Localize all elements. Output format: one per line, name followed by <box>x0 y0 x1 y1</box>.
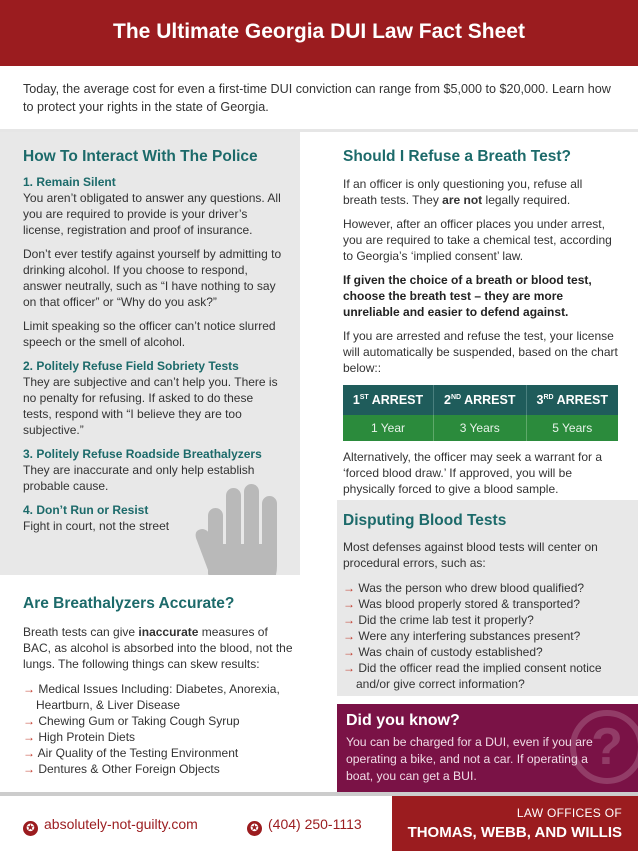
ordinal-number: 3 <box>536 393 544 407</box>
suspension-table <box>343 385 618 441</box>
did-you-know-title: Did you know? <box>346 712 460 729</box>
list-item-text: High Protein Diets <box>38 730 136 744</box>
intro-text: Today, the average cost for even a first-time DUI conviction can range from $5,000 to $20,000. Learn how to protect your rights in the state of Georgia. <box>23 82 611 114</box>
table-header <box>526 385 618 415</box>
text-run: If an officer is only questioning you, refuse all breath tests. They <box>343 177 583 207</box>
list-item <box>343 628 618 644</box>
ordinal-number: 2 <box>443 393 451 407</box>
refuse-text-1 <box>343 176 618 208</box>
arrow-right-icon: → <box>23 746 35 760</box>
list-item <box>23 713 295 729</box>
header-word: ARREST <box>371 393 424 407</box>
table-cell: 5 Years <box>526 415 618 441</box>
table-row <box>343 415 618 441</box>
ordinal-number: 1 <box>352 393 360 407</box>
star-icon: ✪ <box>23 821 38 836</box>
breathalyzer-section <box>23 595 295 777</box>
step-2-text: They are subjective and can’t help you. There is no penalty for refusing. If asked to do these tests, respond with “I believe they are too subjective.” <box>23 375 278 437</box>
ordinal-suffix: ND <box>450 393 462 401</box>
list-item <box>343 596 618 612</box>
refuse-text-4: If you are arrested and refuse the test, your license will automatically be suspended, based on the chart below:: <box>343 329 618 375</box>
firm-banner <box>392 796 638 851</box>
list-item-text: Was blood properly stored & transported? <box>358 597 581 611</box>
list-item <box>343 580 618 596</box>
arrow-right-icon: → <box>343 597 355 611</box>
did-you-know-box <box>337 704 638 792</box>
table-cell: 1 Year <box>343 415 433 441</box>
list-item-text: Was chain of custody established? <box>358 645 543 659</box>
skew-list <box>23 681 295 777</box>
refuse-text-3: If given the choice of a breath or blood test, choose the breath test – they are more unreliable and easier to defend against. <box>343 273 592 319</box>
text-run: legally required. <box>482 193 571 207</box>
police-section <box>0 132 300 575</box>
arrow-right-icon: → <box>23 762 35 776</box>
arrow-right-icon: → <box>23 730 35 744</box>
phone-text: (404) 250-1113 <box>268 816 362 832</box>
ordinal-suffix: ST <box>359 393 369 401</box>
list-item-text: Were any interfering substances present? <box>358 629 581 643</box>
table-header <box>343 385 433 415</box>
firm-label: LAW OFFICES OF <box>516 806 622 820</box>
refuse-text-5: Alternatively, the officer may seek a warrant for a ‘forced blood draw.’ If approved, you will be physically forced to give a blood sample. <box>343 450 603 496</box>
star-icon: ✪ <box>247 821 262 836</box>
refuse-title: Should I Refuse a Breath Test? <box>343 148 571 165</box>
step-4-title: 4. Don’t Run or Resist <box>23 503 149 517</box>
step-1-text-2: Don’t ever testify against yourself by admitting to drinking alcohol. If you choose to respond, answer neutrally, such as “I have nothing to say on that officer” or “Why do you ask?” <box>23 247 282 309</box>
list-item-text: Air Quality of the Testing Environment <box>37 746 239 760</box>
step-3-text: They are inaccurate and only help establish probable cause. <box>23 463 255 493</box>
list-item <box>23 745 295 761</box>
list-item <box>343 660 605 692</box>
step-4-text: Fight in court, not the street <box>23 519 170 533</box>
arrow-right-icon: → <box>343 613 355 627</box>
list-item-text: Was the person who drew blood qualified? <box>358 581 585 595</box>
step-1-title: 1. Remain Silent <box>23 175 116 189</box>
list-item <box>23 761 295 777</box>
list-item <box>343 644 618 660</box>
breathalyzer-text <box>23 624 295 672</box>
header-banner <box>0 0 638 66</box>
list-item-text: Medical Issues Including: Diabetes, Anorexia, Heartburn, & Liver Disease <box>36 682 280 712</box>
arrow-right-icon: → <box>343 629 355 643</box>
header-word: ARREST <box>556 393 609 407</box>
police-title: How To Interact With The Police <box>23 148 258 165</box>
question-mark-icon: ? <box>570 710 638 784</box>
arrow-right-icon: → <box>23 682 35 696</box>
list-item-text: Did the officer read the implied consent notice and/or give correct information? <box>356 661 602 691</box>
table-header-row <box>343 385 618 415</box>
blood-title: Disputing Blood Tests <box>343 512 507 529</box>
refuse-text-2: However, after an officer places you under arrest, you are required to take a chemical test, according to Georgia’s ‘implied consent’ law. <box>343 217 612 263</box>
page-title: The Ultimate Georgia DUI Law Fact Sheet <box>113 20 525 43</box>
list-item <box>343 612 618 628</box>
raised-hand-icon <box>194 474 290 575</box>
blood-section <box>343 512 618 692</box>
arrow-right-icon: → <box>343 581 355 595</box>
text-run: measures of BAC, as alcohol is absorbed into the blood, not the lungs. The following things can skew results: <box>23 625 293 671</box>
text-run: Breath tests can give <box>23 625 139 639</box>
did-you-know-text: You can be charged for a DUI, even if you are operating a bike, and not a car. If operating a boat, you can get a BUI. <box>346 735 593 783</box>
step-3-title: 3. Politely Refuse Roadside Breathalyzers <box>23 447 262 461</box>
list-item-text: Chewing Gum or Taking Cough Syrup <box>38 714 240 728</box>
list-item-text: Did the crime lab test it properly? <box>358 613 534 627</box>
list-item <box>23 681 295 713</box>
step-1-text: You aren’t obligated to answer any questions. All you are required to provide is your driver’s license, registration and proof of insurance. <box>23 191 281 237</box>
list-item-text: Dentures & Other Foreign Objects <box>38 762 220 776</box>
step-1-text-3: Limit speaking so the officer can’t notice slurred speech or the smell of alcohol. <box>23 319 276 349</box>
emphasis: are not <box>442 193 483 207</box>
table-header <box>433 385 526 415</box>
arrow-right-icon: → <box>23 714 35 728</box>
blood-list <box>343 580 618 692</box>
phone-link[interactable] <box>247 816 362 836</box>
header-word: ARREST <box>464 393 516 407</box>
ordinal-suffix: RD <box>543 393 554 401</box>
emphasis: inaccurate <box>138 625 199 639</box>
table-cell: 3 Years <box>433 415 526 441</box>
refuse-section <box>343 148 618 497</box>
arrow-right-icon: → <box>343 645 355 659</box>
website-link[interactable] <box>23 816 198 836</box>
step-2-title: 2. Politely Refuse Field Sobriety Tests <box>23 359 239 373</box>
list-item <box>23 729 295 745</box>
website-text: absolutely-not-guilty.com <box>44 816 198 832</box>
firm-name: THOMAS, WEBB, AND WILLIS <box>407 824 622 841</box>
arrow-right-icon: → <box>343 661 355 675</box>
blood-text: Most defenses against blood tests will center on procedural errors, such as: <box>343 540 598 570</box>
breathalyzer-title: Are Breathalyzers Accurate? <box>23 595 235 612</box>
